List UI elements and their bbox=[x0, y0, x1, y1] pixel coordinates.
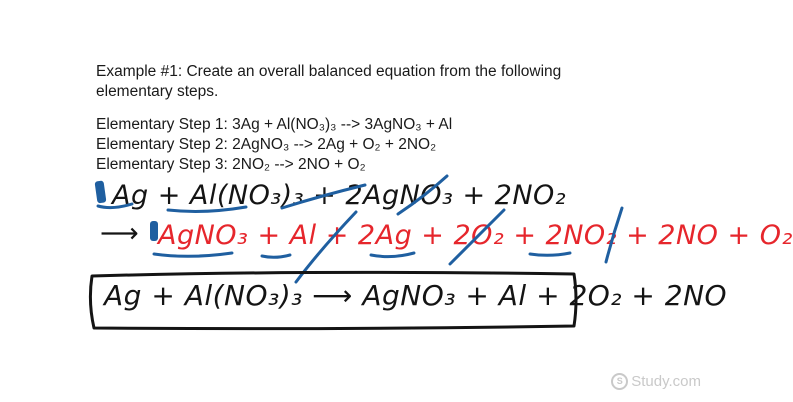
underline-2o2 bbox=[371, 253, 414, 257]
elementary-step-1: Elementary Step 1: 3Ag + Al(NO₃)₃ --> 3AgNO₃ + Al bbox=[96, 116, 453, 133]
study-com-wordmark: Study.com bbox=[631, 373, 701, 390]
elementary-steps-list bbox=[96, 115, 452, 175]
handwritten-reactants: Ag + Al(NO₃)₃ + 2AgNO₃ + 2NO₂ bbox=[112, 180, 567, 211]
elementary-step-2: Elementary Step 2: 2AgNO₃ --> 2Ag + O₂ + 2NO₂ bbox=[96, 136, 437, 153]
elementary-step-3: Elementary Step 3: 2NO₂ --> 2NO + O₂ bbox=[96, 156, 366, 173]
blue-marker-dot-2 bbox=[150, 221, 158, 241]
study-com-watermark bbox=[611, 373, 701, 390]
example-prompt: Example #1: Create an overall balanced equation from the following elementary steps. bbox=[96, 63, 562, 100]
final-balanced-equation: Ag + Al(NO₃)₃ ⟶ AgNO₃ + Al + 2O₂ + 2NO bbox=[104, 279, 728, 312]
underline-agno3 bbox=[154, 253, 232, 256]
underline-al bbox=[262, 255, 290, 257]
blue-marker-dot-1 bbox=[95, 180, 107, 203]
handwritten-arrow: ⟶ bbox=[100, 218, 140, 249]
study-com-logo-icon: S bbox=[611, 373, 628, 390]
handwritten-products: AgNO₃ + Al + 2Ag + 2O₂ + 2NO₂ + 2NO + O₂ bbox=[158, 220, 793, 251]
underline-2no bbox=[530, 253, 570, 255]
